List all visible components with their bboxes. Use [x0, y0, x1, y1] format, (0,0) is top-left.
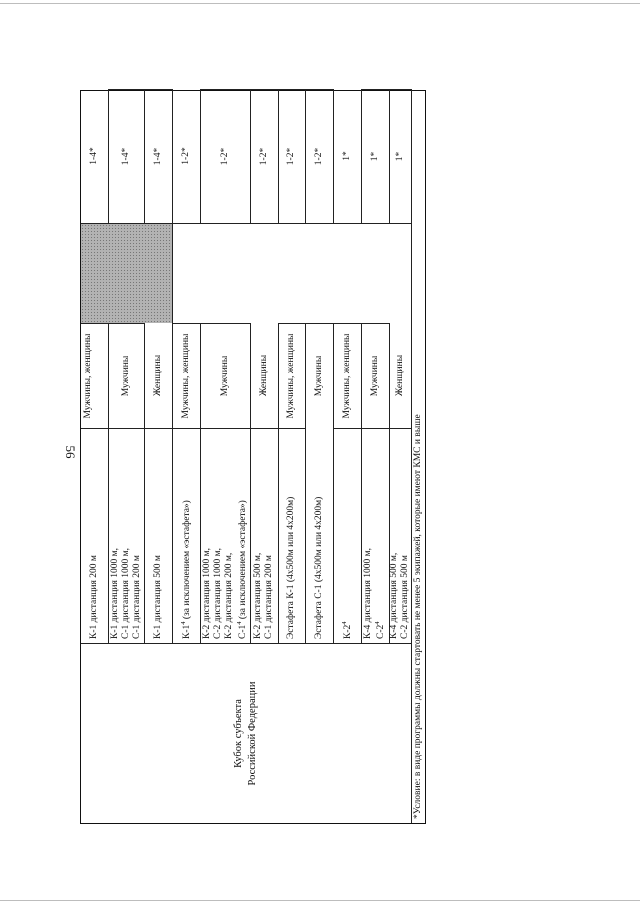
shaded-cell [81, 223, 173, 323]
result-cell: 1-2* [306, 89, 334, 223]
discipline-cell [306, 428, 334, 643]
discipline-cell [251, 428, 279, 643]
discipline-cell [201, 428, 251, 643]
group-cell: Женщины [251, 323, 279, 428]
group-cell: Женщины [145, 323, 173, 428]
scan-edge-top [0, 3, 640, 4]
discipline-cell [145, 428, 173, 643]
discipline-cell [81, 428, 109, 643]
result-cell: 1-4* [145, 89, 173, 223]
empty-cell [173, 223, 412, 323]
result-cell: 1* [334, 89, 362, 223]
competition-table [80, 90, 426, 824]
result-cell: 1-2* [201, 89, 251, 223]
discipline-line: К-1 дистанция 1000 м, [109, 547, 120, 639]
result-cell: 1-4* [109, 89, 146, 223]
discipline-line: К-2 дистанция 200 м, [224, 552, 235, 639]
group-cell: Мужчины, женщины [173, 323, 201, 428]
group-cell: Мужчины [306, 323, 334, 428]
discipline-line: С-2 дистанция 500 м [400, 555, 411, 639]
result-cell: 1* [390, 89, 412, 223]
discipline-cell [279, 428, 307, 643]
discipline-cell [173, 428, 201, 643]
subject-line-1: Кубок субъекта [232, 699, 244, 768]
result-cell: 1-2* [173, 89, 201, 223]
discipline-line: К-2 дистанция 500 м, [253, 552, 264, 639]
discipline-line: К-2 дистанция 1000 м, [201, 547, 212, 639]
result-cell: 1-2* [251, 89, 279, 223]
subject-line-2: Российской Федерации [246, 681, 258, 786]
group-cell: Мужчины, женщины [279, 323, 307, 428]
discipline-line: С-2 дистанция 1000 м, [213, 547, 224, 639]
discipline-line: К-1 дистанция 200 м [88, 555, 99, 639]
discipline-line: $К-2^4$ [340, 621, 354, 639]
discipline-line: $К-1^4$ (за исключением «эстафета») [179, 500, 193, 639]
subject-cell [81, 643, 412, 823]
group-cell: Мужчины [362, 323, 390, 428]
discipline-line: Эстафета К-1 (4х500м или 4х200м) [286, 496, 297, 639]
group-cell: Мужчины [109, 323, 146, 428]
discipline-line: К-4 дистанция 1000 м, [363, 547, 374, 639]
scan-edge-bottom [0, 900, 640, 901]
group-cell: Мужчины [201, 323, 251, 428]
discipline-line: $С-1^4$ (за исключением «эстафета») [235, 500, 248, 639]
result-cell: 1-4* [81, 89, 109, 223]
discipline-cell [390, 428, 412, 643]
discipline-line: С-1 дистанция 200 м [132, 555, 143, 639]
discipline-cell [109, 428, 146, 643]
result-cell: 1-2* [279, 89, 307, 223]
result-cell: 1* [362, 89, 390, 223]
discipline-line: С-1 дистанция 200 м [264, 555, 275, 639]
discipline-line: К-1 дистанция 500 м [153, 555, 164, 639]
discipline-line: К-4 дистанция 500 м, [389, 552, 400, 639]
discipline-cell [334, 428, 362, 643]
page-number: 56 [63, 445, 78, 459]
group-cell: Мужчины, женщины [334, 323, 362, 428]
discipline-line: $С-2^4$ [374, 621, 387, 639]
discipline-line: Эстафета С-1 (4х500м или 4х200м) [314, 496, 325, 639]
footnote: *Условие: в виде программы должны стартовать не менее 5 экипажей, которые имеют КМС и выше [412, 414, 423, 819]
group-cell: Женщины [390, 323, 412, 428]
table-rotator [80, 90, 426, 824]
discipline-line: С-1 дистанция 1000 м, [120, 547, 131, 639]
discipline-cell [362, 428, 390, 643]
group-cell: Мужчины, женщины [81, 323, 109, 428]
